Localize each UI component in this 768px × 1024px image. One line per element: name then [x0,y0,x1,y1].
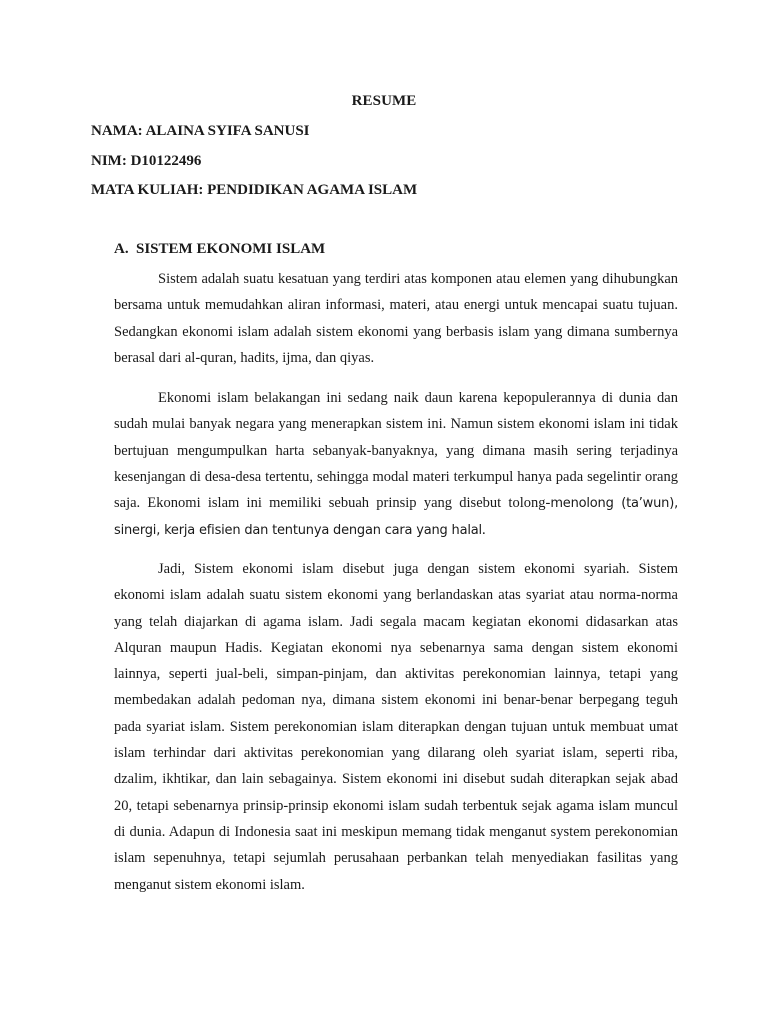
section-heading [114,239,325,259]
paragraph-2-main: Ekonomi islam belakangan ini sedang naik daun karena kepopulerannya di dunia dan sudah mulai banyak negara yang menerapkan sistem ini. Namun sistem ekonomi islam ini tidak bertujuan mengumpulkan harta sebanyak-banyaknya, yang dimana masih sering terjadinya kesenjangan di desa-desa tertentu, sehingga modal materi terkumpul hanya pada segelintir orang saja. Ekonomi islam ini memiliki sebuah prinsip yang disebut tolong- [114,390,678,512]
student-name-line: NAMA: ALAINA SYIFA SANUSI [91,123,310,139]
paragraph-2-sans-run: menolong (ta’wun), sinergi, kerja efisien dan tentunya dengan cara yang halal [114,496,678,539]
paragraph-2-end: . [481,522,486,539]
paragraph-1: Sistem adalah suatu kesatuan yang terdiri atas komponen atau elemen yang dihubungkan bersama untuk memudahkan aliran informasi, materi, atau energi untuk mencapai suatu tujuan. Sedangkan ekonomi islam adalah sistem ekonomi yang berbasis islam yang dimana sumbernya berasal dari al-quran, hadits, ijma, dan qiyas. [114,271,678,366]
paragraph-3: Jadi, Sistem ekonomi islam disebut juga dengan sistem ekonomi syariah. Sistem ekonomi islam adalah suatu sistem ekonomi yang berlandaskan atas syariat atau norma-norma yang telah diajarkan di agama islam. Jadi segala macam kegiatan ekonomi didasarkan atas Alquran maupun Hadis. Kegiatan ekonomi nya sebenarnya sama dengan sistem ekonomi lainnya, seperti jual-beli, simpan-pinjam, dan aktivitas perekonomian lainnya, tetapi yang membedakan adalah pedoman nya, dimana sistem ekonomi ini benar-benar berpegang teguh pada syariat islam. Sistem perekonomian islam diterapkan dengan tujuan untuk membuat umat islam terhindar dari aktivitas perekonomian yang dilarang oleh syariat islam, seperti riba, dzalim, ikhtikar, dan lain sebagainya. Sistem ekonomi ini disebut sudah diterapkan sejak abad 20, tetapi sebenarnya prinsip-prinsip ekonomi islam sudah terbentuk sejak agama islam muncul di dunia. Adapun di Indonesia saat ini meskipun memang tidak menganut system perekonomian islam sepenuhnya, tetapi sejumlah perusahaan perbankan telah menyediakan fasilitas yang menganut sistem ekonomi islam. [114,561,678,893]
section-marker: A. [114,241,129,257]
document-title: RESUME [351,93,417,109]
section-title: SISTEM EKONOMI ISLAM [136,241,326,257]
paragraph-2 [114,385,678,545]
student-nim-line: NIM: D10122496 [91,153,202,169]
course-line: MATA KULIAH: PENDIDIKAN AGAMA ISLAM [91,182,418,198]
